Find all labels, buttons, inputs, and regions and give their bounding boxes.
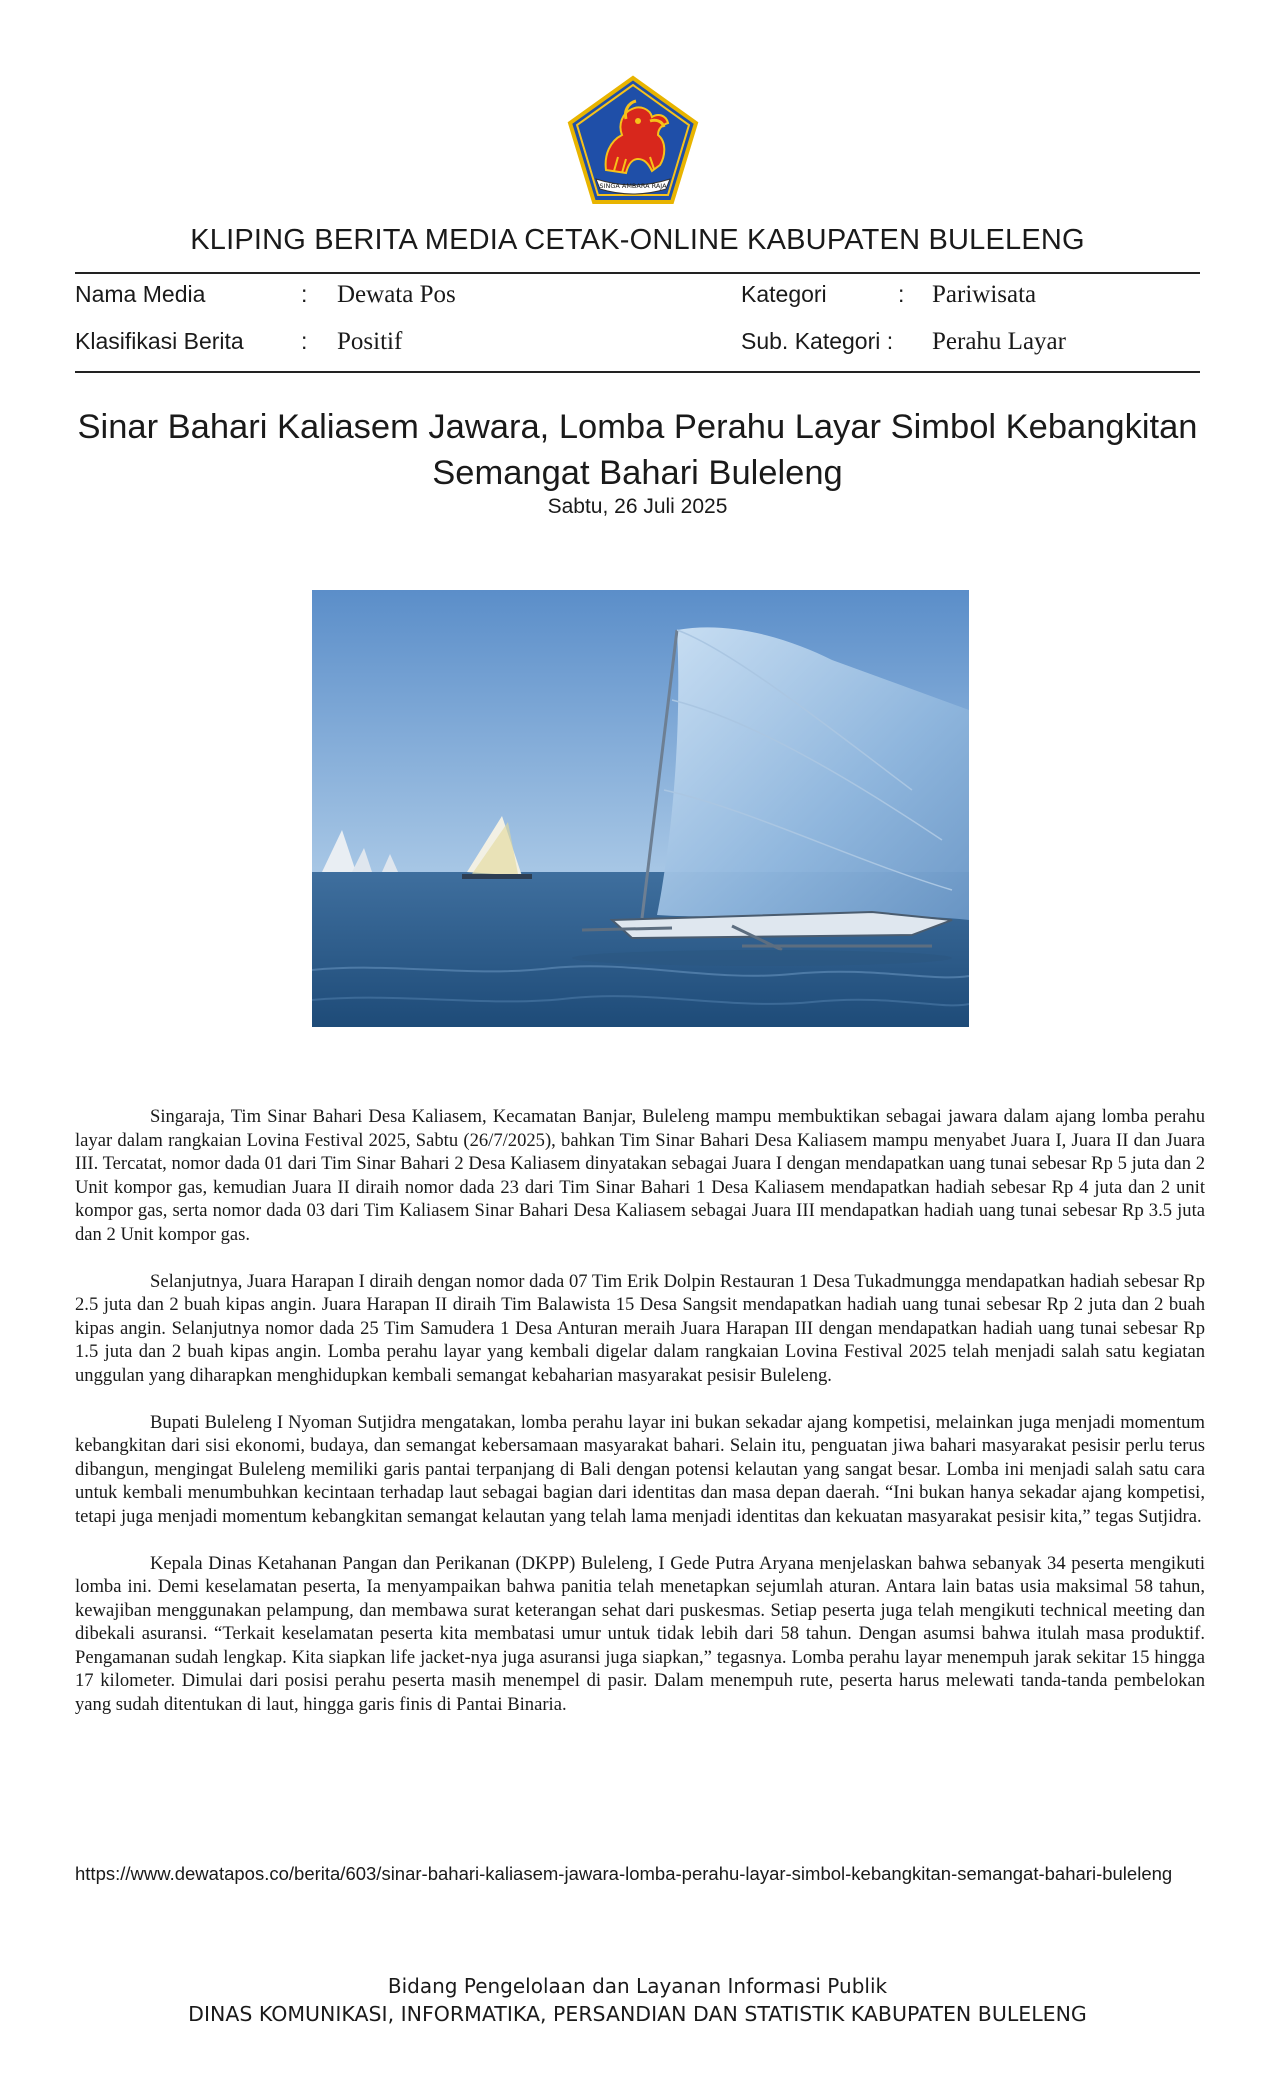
media-value: Dewata Pos [337, 281, 456, 308]
article-body [75, 1105, 1205, 1740]
kategori-value: Pariwisata [932, 281, 1037, 308]
article-paragraph-2: Selanjutnya, Juara Harapan I diraih dengan nomor dada 07 Tim Erik Dolpin Restauran 1 Desa Tukadmungga mendapatkan hadiah sebesar Rp 2.5 juta dan 2 buah kipas angin. Juara Harapan II diraih Tim Balawista 15 Desa Sangsit mendapatkan hadiah uang tunai sebesar Rp 2 juta dan 2 buah kipas angin. Selanjutnya nomor dada 25 Tim Samudera 1 Desa Anturan meraih Juara Harapan III dengan mendapatkan hadiah uang tunai sebesar Rp 1.5 juta dan 2 buah kipas angin. Lomba perahu layar yang kembali digelar dalam rangkaian Lovina Festival 2025 telah menjadi salah satu kegiatan unggulan yang diharapkan menghidupkan kembali semangat kebaharian masyarakat pesisir Buleleng. [75, 1270, 1205, 1386]
article-date: Sabtu, 26 Juli 2025 [547, 495, 728, 518]
media-label: Nama Media [75, 281, 206, 307]
buleleng-emblem-logo [566, 75, 700, 205]
source-url-link[interactable]: https://www.dewatapos.co/berita/603/sinar-bahari-kaliasem-jawara-lomba-perahu-layar-simbol-kebangkitan-semangat-bahari-buleleng [75, 1863, 1173, 1884]
headline-line-2: Semangat Bahari Buleleng [432, 454, 843, 492]
klasifikasi-value: Positif [337, 328, 403, 355]
subkategori-label: Sub. Kategori : [741, 328, 894, 354]
kategori-colon: : [898, 281, 905, 307]
article-paragraph-3: Bupati Buleleng I Nyoman Sutjidra mengatakan, lomba perahu layar ini bukan sekadar ajang kompetisi, melainkan juga menjadi momentum kebangkitan dari sisi ekonomi, budaya, dan semangat kebersamaan masyarakat bahari. Selain itu, penguatan jiwa bahari masyarakat pesisir perlu terus dibangun, mengingat Buleleng memiliki garis pantai terpanjang di Bali dengan potensi kelautan yang sangat besar. Lomba ini menjadi salah satu cara untuk kembali menumbuhkan kecintaan terhadap laut sebagai bagian dari identitas dan masa depan daerah. “Ini bukan hanya sekadar ajang kompetisi, tetapi juga menjadi momentum kebangkitan semangat kelautan yang telah lama menjadi identitas dan kekuatan masyarakat pesisir kita,” tegas Sutjidra. [75, 1411, 1205, 1527]
kategori-label: Kategori [741, 281, 827, 307]
klasifikasi-colon: : [301, 328, 308, 354]
logo-ribbon-text: SINGA AMBARA RAJA [599, 182, 667, 190]
media-colon: : [301, 281, 308, 307]
article-headline [60, 404, 1215, 496]
footer-agency: DINAS KOMUNIKASI, INFORMATIKA, PERSANDIAN DAN STATISTIK KABUPATEN BULELENG [188, 2002, 1087, 2026]
klasifikasi-label: Klasifikasi Berita [75, 328, 244, 354]
article-paragraph-4: Kepala Dinas Ketahanan Pangan dan Perikanan (DKPP) Buleleng, I Gede Putra Aryana menjelaskan bahwa sebanyak 34 peserta mengikuti lomba ini. Demi keselamatan peserta, Ia menyampaikan bahwa panitia telah menetapkan sejumlah aturan. Antara lain batas usia maksimal 58 tahun, kewajiban menggunakan pelampung, dan membawa surat keterangan sehat dari puskesmas. Setiap peserta juga telah mengikuti technical meeting dan dibekali asuransi. “Terkait keselamatan peserta kita membatasi umur untuk tidak lebih dari 58 tahun. Dengan asumsi bahwa itulah masa produktif. Pengamanan sudah lengkap. Kita siapkan life jacket-nya juga asuransi juga siapkan,” tegasnya. Lomba perahu layar menempuh jarak sekitar 15 hingga 17 kilometer. Dimulai dari posisi perahu peserta masih menempel di pasir. Dalam menempuh rute, peserta harus melewati tanda-tanda pembelokan yang sudah ditentukan di laut, hingga garis finis di Pantai Binaria. [75, 1552, 1205, 1715]
page-header-title: KLIPING BERITA MEDIA CETAK-ONLINE KABUPATEN BULELENG [190, 224, 1085, 256]
header-rule-top [75, 272, 1200, 274]
header-rule-bottom [75, 371, 1200, 373]
article-photo-sailboats [312, 590, 969, 1027]
article-paragraph-1: Singaraja, Tim Sinar Bahari Desa Kaliasem, Kecamatan Banjar, Buleleng mampu membuktikan sebagai jawara dalam ajang lomba perahu layar dalam rangkaian Lovina Festival 2025, Sabtu (26/7/2025), bahkan Tim Sinar Bahari Desa Kaliasem mampu menyabet Juara I, Juara II dan Juara III. Tercatat, nomor dada 01 dari Tim Sinar Bahari 2 Desa Kaliasem dinyatakan sebagai Juara I dengan mendapatkan uang tunai sebesar Rp 5 juta dan 2 Unit kompor gas, kemudian Juara II diraih nomor dada 23 dari Tim Sinar Bahari 1 Desa Kaliasem mendapatkan hadiah sebesar Rp 4 juta dan 2 unit kompor gas, serta nomor dada 03 dari Tim Kaliasem Sinar Bahari Desa Kaliasem sebagai Juara III mendapatkan hadiah uang tunai sebesar Rp 3.5 juta dan 2 Unit kompor gas. [75, 1106, 1205, 1245]
footer-department: Bidang Pengelolaan dan Layanan Informasi Publik [387, 1974, 888, 1998]
subkategori-value: Perahu Layar [932, 328, 1066, 355]
headline-line-1: Sinar Bahari Kaliasem Jawara, Lomba Perahu Layar Simbol Kebangkitan [77, 408, 1198, 446]
